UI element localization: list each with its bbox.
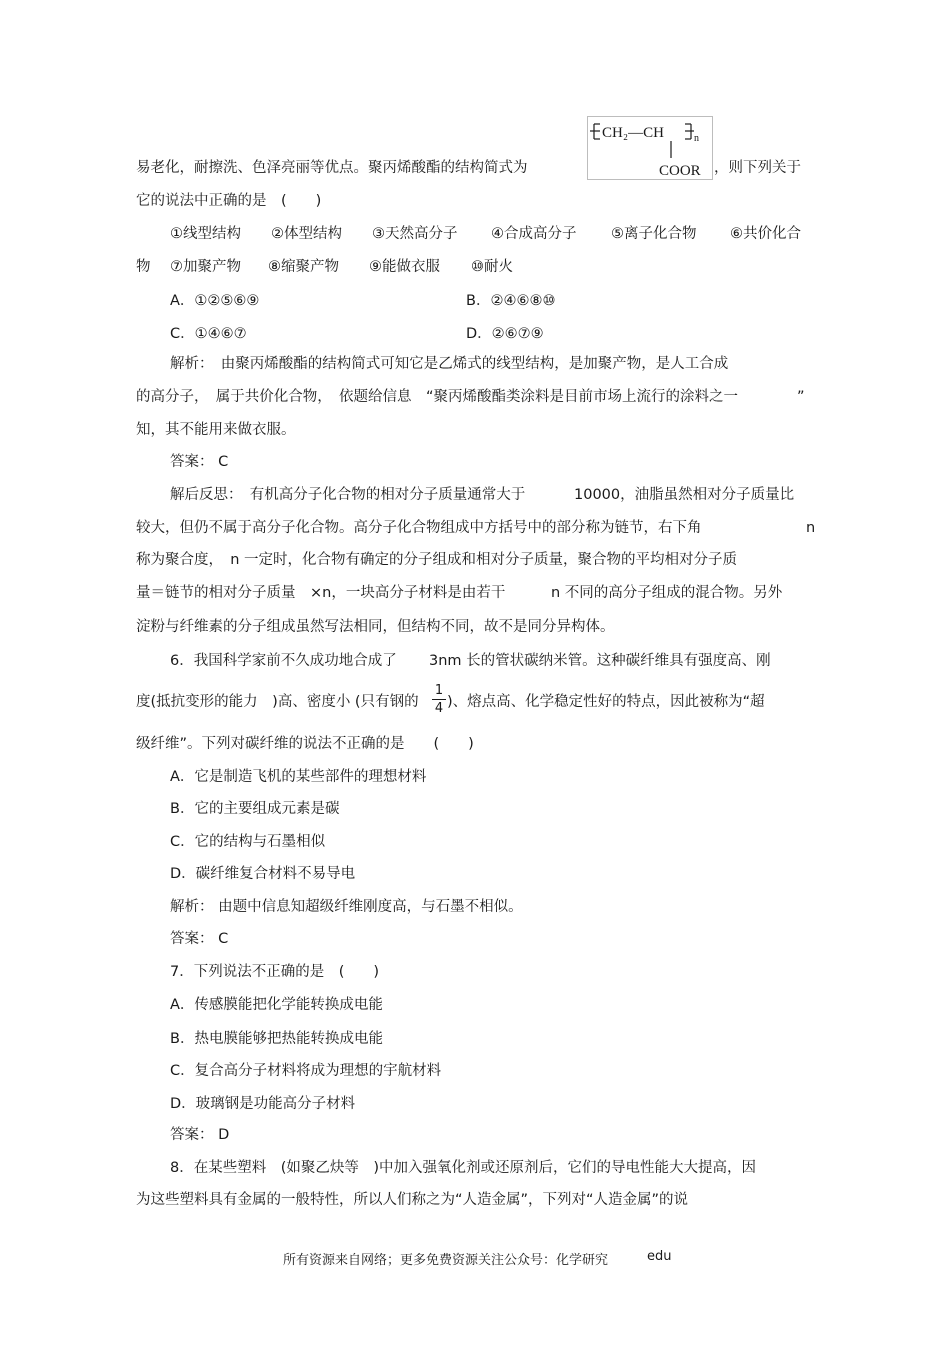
q5-stem-line2: 它的说法中正确的是 ( ) xyxy=(136,193,322,209)
q6-analysis: 解析： 由题中信息知超级纤维刚度高，与石墨不相似。 xyxy=(170,899,523,915)
q8-stem-line1: 8．在某些塑料 (如聚乙炔等 )中加入强氧化剂或还原剂后，它们的导电性能大大提高，因 xyxy=(170,1160,757,1176)
q6-stem-line2a: 度(抵抗变形的能力 )高、密度小 (只有钢的 xyxy=(136,694,419,710)
q6-choice-a: A．它是制造飞机的某些部件的理想材料 xyxy=(170,769,427,785)
q7-choice-b: B．热电膜能够把热能转换成电能 xyxy=(170,1031,383,1047)
structure-formula-drawing xyxy=(588,117,712,179)
q5-option-6-wrap: 物 xyxy=(136,259,151,275)
footer-source-note: 所有资源来自网络；更多免费资源关注公众号：化学研究 xyxy=(283,1253,609,1268)
fraction-bar xyxy=(432,699,446,700)
q7-stem: 7．下列说法不正确的是 ( ) xyxy=(170,964,380,980)
q5-answer: 答案： C xyxy=(170,454,229,470)
q5-reflection-line4: 量＝链节的相对分子质量 ×n，一块高分子材料是由若干 xyxy=(136,585,506,601)
fraction-denominator: 4 xyxy=(434,701,444,716)
q5-analysis-quote-end: ” xyxy=(797,389,805,405)
formula-side-group: COOR xyxy=(659,163,701,179)
polyacrylate-structure-formula xyxy=(587,116,713,180)
q5-choice-a: A．①②⑤⑥⑨ xyxy=(170,293,260,309)
q6-stem-line3: 级纤维”。下列对碳纤维的说法不正确的是 ( ) xyxy=(136,736,474,752)
q5-stem-line1: 易老化，耐擦洗、色泽亮丽等优点。聚丙烯酸酯的结构简式为 xyxy=(136,160,528,176)
q5-reflection-line3: 称为聚合度， n 一定时，化合物有确定的分子组成和相对分子质量，聚合物的平均相对分子质 xyxy=(136,552,738,568)
q7-choice-a: A．传感膜能把化学能转换成电能 xyxy=(170,997,383,1013)
q6-choice-b: B．它的主要组成元素是碳 xyxy=(170,801,340,817)
q6-stem-line2b: )、熔点高、化学稳定性好的特点，因此被称为“超 xyxy=(447,694,765,710)
formula-main-chain: CH₂—CH xyxy=(602,125,664,141)
one-quarter-fraction xyxy=(432,683,446,716)
q7-choice-d: D．玻璃钢是功能高分子材料 xyxy=(170,1096,356,1112)
footer-edu: edu xyxy=(647,1249,672,1264)
q5-reflection-number: 10000，油脂虽然相对分子质量比 xyxy=(574,487,795,503)
q6-choice-c: C．它的结构与石墨相似 xyxy=(170,834,326,850)
q5-reflection-line2: 较大，但仍不属于高分子化合物。高分子化合物组成中方括号中的部分称为链节，右下角 xyxy=(136,520,702,536)
q5-option-7: ⑦加聚产物 xyxy=(170,259,241,275)
q6-answer: 答案： C xyxy=(170,931,229,947)
q6-choice-d: D．碳纤维复合材料不易导电 xyxy=(170,866,356,882)
q5-option-1: ①线型结构 xyxy=(170,226,241,242)
q5-option-10: ⑩耐火 xyxy=(471,259,513,275)
q5-option-3: ③天然高分子 xyxy=(372,226,458,242)
fraction-numerator: 1 xyxy=(434,683,444,698)
q5-reflection-line5: 淀粉与纤维素的分子组成虽然写法相同，但结构不同，故不是同分异构体。 xyxy=(136,619,615,635)
q5-stem-line1-tail: ，则下列关于 xyxy=(714,160,801,176)
q8-stem-line2: 为这些塑料具有金属的一般特性，所以人们称之为“人造金属”，下列对“人造金属”的说 xyxy=(136,1192,689,1208)
q5-analysis-line2: 的高分子， 属于共价化合物， 依题给信息 “聚丙烯酸酯类涂料是目前市场上流行的涂料之一 xyxy=(136,389,739,405)
q5-option-4: ④合成高分子 xyxy=(491,226,577,242)
formula-subscript-n: n xyxy=(694,133,699,144)
q5-option-6: ⑥共价化合 xyxy=(730,226,801,242)
q5-analysis-line3: 知，其不能用来做衣服。 xyxy=(136,422,296,438)
q5-choice-c: C．①④⑥⑦ xyxy=(170,326,247,342)
q6-stem-line1b: 3nm 长的管状碳纳米管。这种碳纤维具有强度高、刚 xyxy=(429,653,771,669)
q5-reflection-line4-tail: n 不同的高分子组成的混合物。另外 xyxy=(551,585,783,601)
q5-choice-b: B．②④⑥⑧⑩ xyxy=(466,293,556,309)
q7-answer: 答案： D xyxy=(170,1127,230,1143)
q5-choice-d: D．②⑥⑦⑨ xyxy=(466,326,544,342)
q7-choice-c: C．复合高分子材料将成为理想的宇航材料 xyxy=(170,1063,442,1079)
q6-stem-line1a: 6．我国科学家前不久成功地合成了 xyxy=(170,653,397,669)
q5-reflection-n: n xyxy=(806,520,816,536)
q5-option-8: ⑧缩聚产物 xyxy=(268,259,339,275)
q5-option-2: ②体型结构 xyxy=(271,226,342,242)
q5-option-5: ⑤离子化合物 xyxy=(611,226,697,242)
q5-reflection-line1: 解后反思： 有机高分子化合物的相对分子质量通常大于 xyxy=(170,487,526,503)
q5-option-9: ⑨能做衣服 xyxy=(369,259,440,275)
q5-analysis-line1: 解析： 由聚丙烯酸酯的结构简式可知它是乙烯式的线型结构，是加聚产物，是人工合成 xyxy=(170,356,729,372)
